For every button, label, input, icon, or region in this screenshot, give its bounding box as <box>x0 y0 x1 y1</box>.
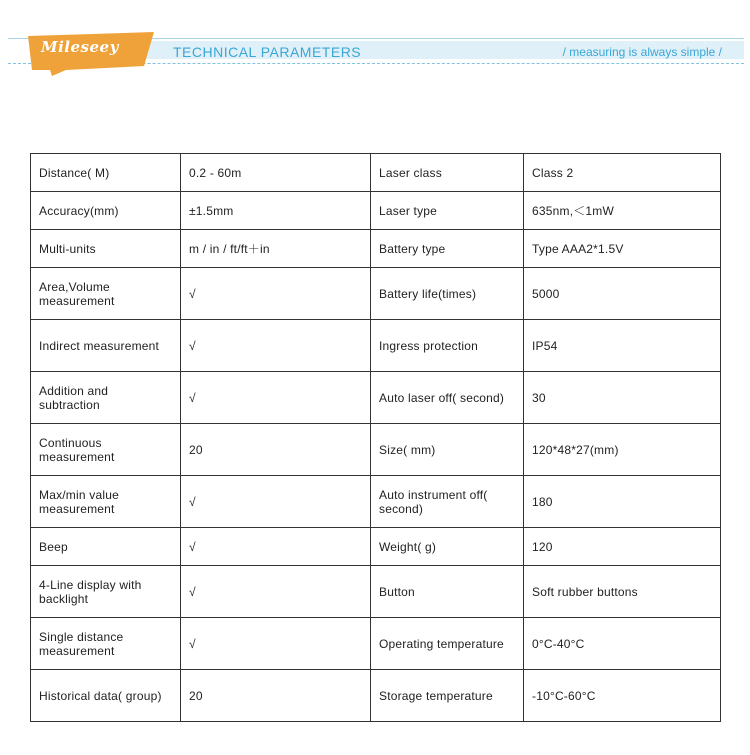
brand-logo-text: Mileseey <box>41 38 119 56</box>
table-row <box>31 320 721 372</box>
table-row <box>31 192 721 230</box>
param-name: Laser class <box>371 154 524 192</box>
param-name: Operating temperature <box>371 618 524 670</box>
param-value: 30 <box>524 372 721 424</box>
table-row <box>31 528 721 566</box>
table-row <box>31 618 721 670</box>
param-name: Historical data( group) <box>31 670 181 722</box>
section-title: TECHNICAL PARAMETERS <box>173 44 362 60</box>
param-name: Area,Volume measurement <box>31 268 181 320</box>
param-name: Max/min value measurement <box>31 476 181 528</box>
param-value: 120 <box>524 528 721 566</box>
param-value: 0°C-40°C <box>524 618 721 670</box>
param-name: Ingress protection <box>371 320 524 372</box>
param-value: 20 <box>181 670 371 722</box>
param-value: √ <box>181 320 371 372</box>
table-row <box>31 566 721 618</box>
table-row <box>31 230 721 268</box>
param-name: Accuracy(mm) <box>31 192 181 230</box>
param-name: Distance( M) <box>31 154 181 192</box>
table-row <box>31 670 721 722</box>
param-value: Class 2 <box>524 154 721 192</box>
param-name: Auto laser off( second) <box>371 372 524 424</box>
technical-parameters-table <box>30 153 721 722</box>
param-value: √ <box>181 528 371 566</box>
param-name: Weight( g) <box>371 528 524 566</box>
param-value: Type AAA2*1.5V <box>524 230 721 268</box>
param-value: m / in / ft/ft＋in <box>181 230 371 268</box>
param-name: Indirect measurement <box>31 320 181 372</box>
param-value: √ <box>181 268 371 320</box>
param-name: Battery life(times) <box>371 268 524 320</box>
table-row <box>31 154 721 192</box>
param-value: 0.2 - 60m <box>181 154 371 192</box>
param-value: 20 <box>181 424 371 476</box>
param-name: Battery type <box>371 230 524 268</box>
param-name: Auto instrument off( second) <box>371 476 524 528</box>
table-row <box>31 424 721 476</box>
param-name: Button <box>371 566 524 618</box>
param-name: Beep <box>31 528 181 566</box>
param-value: √ <box>181 618 371 670</box>
param-value: ±1.5mm <box>181 192 371 230</box>
table-row <box>31 268 721 320</box>
slogan: / measuring is always simple / <box>562 45 722 59</box>
param-name: Single distance measurement <box>31 618 181 670</box>
param-name: Addition and subtraction <box>31 372 181 424</box>
param-name: Continuous measurement <box>31 424 181 476</box>
table-row <box>31 372 721 424</box>
header-banner <box>0 0 750 80</box>
param-value: √ <box>181 372 371 424</box>
param-value: -10°C-60°C <box>524 670 721 722</box>
table-row <box>31 476 721 528</box>
param-name: Size( mm) <box>371 424 524 476</box>
param-name: 4-Line display with backlight <box>31 566 181 618</box>
param-name: Storage temperature <box>371 670 524 722</box>
param-value: 5000 <box>524 268 721 320</box>
param-value: √ <box>181 476 371 528</box>
param-value: Soft rubber buttons <box>524 566 721 618</box>
param-value: 635nm,＜1mW <box>524 192 721 230</box>
param-value: IP54 <box>524 320 721 372</box>
param-value: 180 <box>524 476 721 528</box>
param-name: Multi-units <box>31 230 181 268</box>
param-value: √ <box>181 566 371 618</box>
param-name: Laser type <box>371 192 524 230</box>
param-value: 120*48*27(mm) <box>524 424 721 476</box>
